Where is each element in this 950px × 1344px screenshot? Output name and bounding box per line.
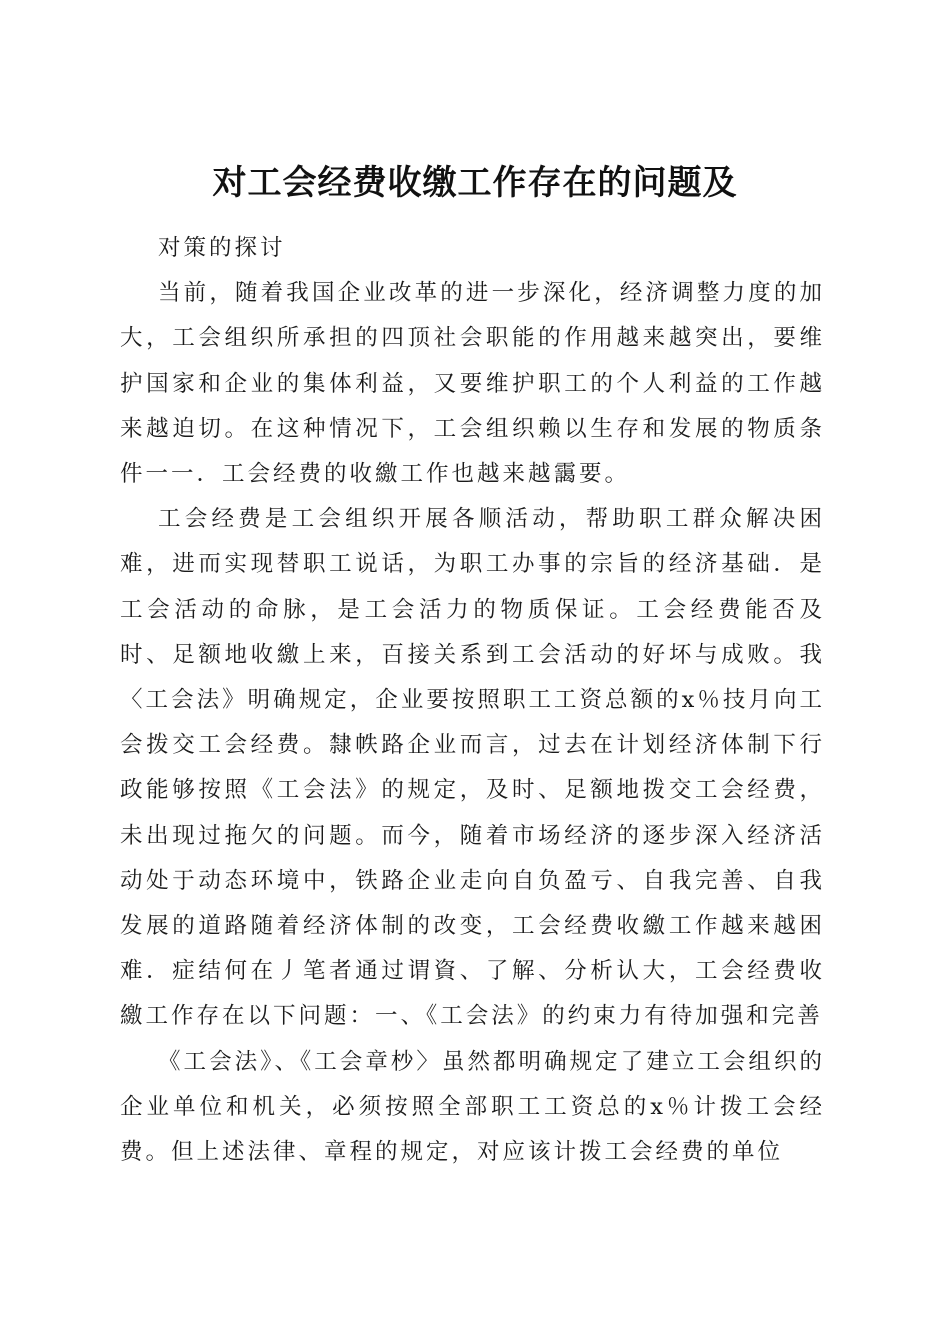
document-title: 对工会经费收缴工作存在的问题及 xyxy=(212,162,738,203)
paragraph-law: 《工会法》、《工会章杪〉虽然都明确规定了建立工会组织的企业单位和机关，必须按照全部职工工资总的x％计拨工会经费。但上述法律、章程的规定，对应该计拨工会经费的单位 xyxy=(120,1048,825,1166)
document-body xyxy=(120,226,825,1175)
paragraph-intro: 当前，随着我国企业改革的进一步深化，经济调整力度的加大，工会组织所承担的四顶社会职能的作用越来越突出，要维护国家和企业的集体利益，又要维护职工的个人利益的工作越来越迫切。在这种情况下，工会组织赖以生存和发展的物质条件一一．工会经费的收繳工作也越来越靄要。 xyxy=(120,280,825,488)
paragraph-funding: 工会经费是工会组织开展各顺活动，帮助职工群众解决困难，进而实现替职工说话，为职工办事的宗旨的经济基础．是工会活动的命脉，是工会活力的物质保证。工会经费能否及时、足额地收繳上来，百接关系到工会活动的好坏与成败。我〈工会法》明确规定，企业要按照职工工资总额的x％技月向工会拨交工会经费。隸帙路企业而言，过去在计划经济体制下行政能够按照《工会法》的规定，及时、足额地拨交工会经费，未出现过拖欠的问题。而今，随着市场经济的逐步深入经济活动处于动态环境中，铁路企业走向自负盈亏、自我完善、自我发展的道路随着经济体制的改变，工会经费收繳工作越来越困难．症结何在丿笔者通过谓資、了解、分析认大，工会经费收繳工作存在以下问题：一、《工会法》的约束力有待加强和完善 xyxy=(120,506,825,1030)
paragraph-subtitle: 对策的探讨 xyxy=(158,235,286,261)
